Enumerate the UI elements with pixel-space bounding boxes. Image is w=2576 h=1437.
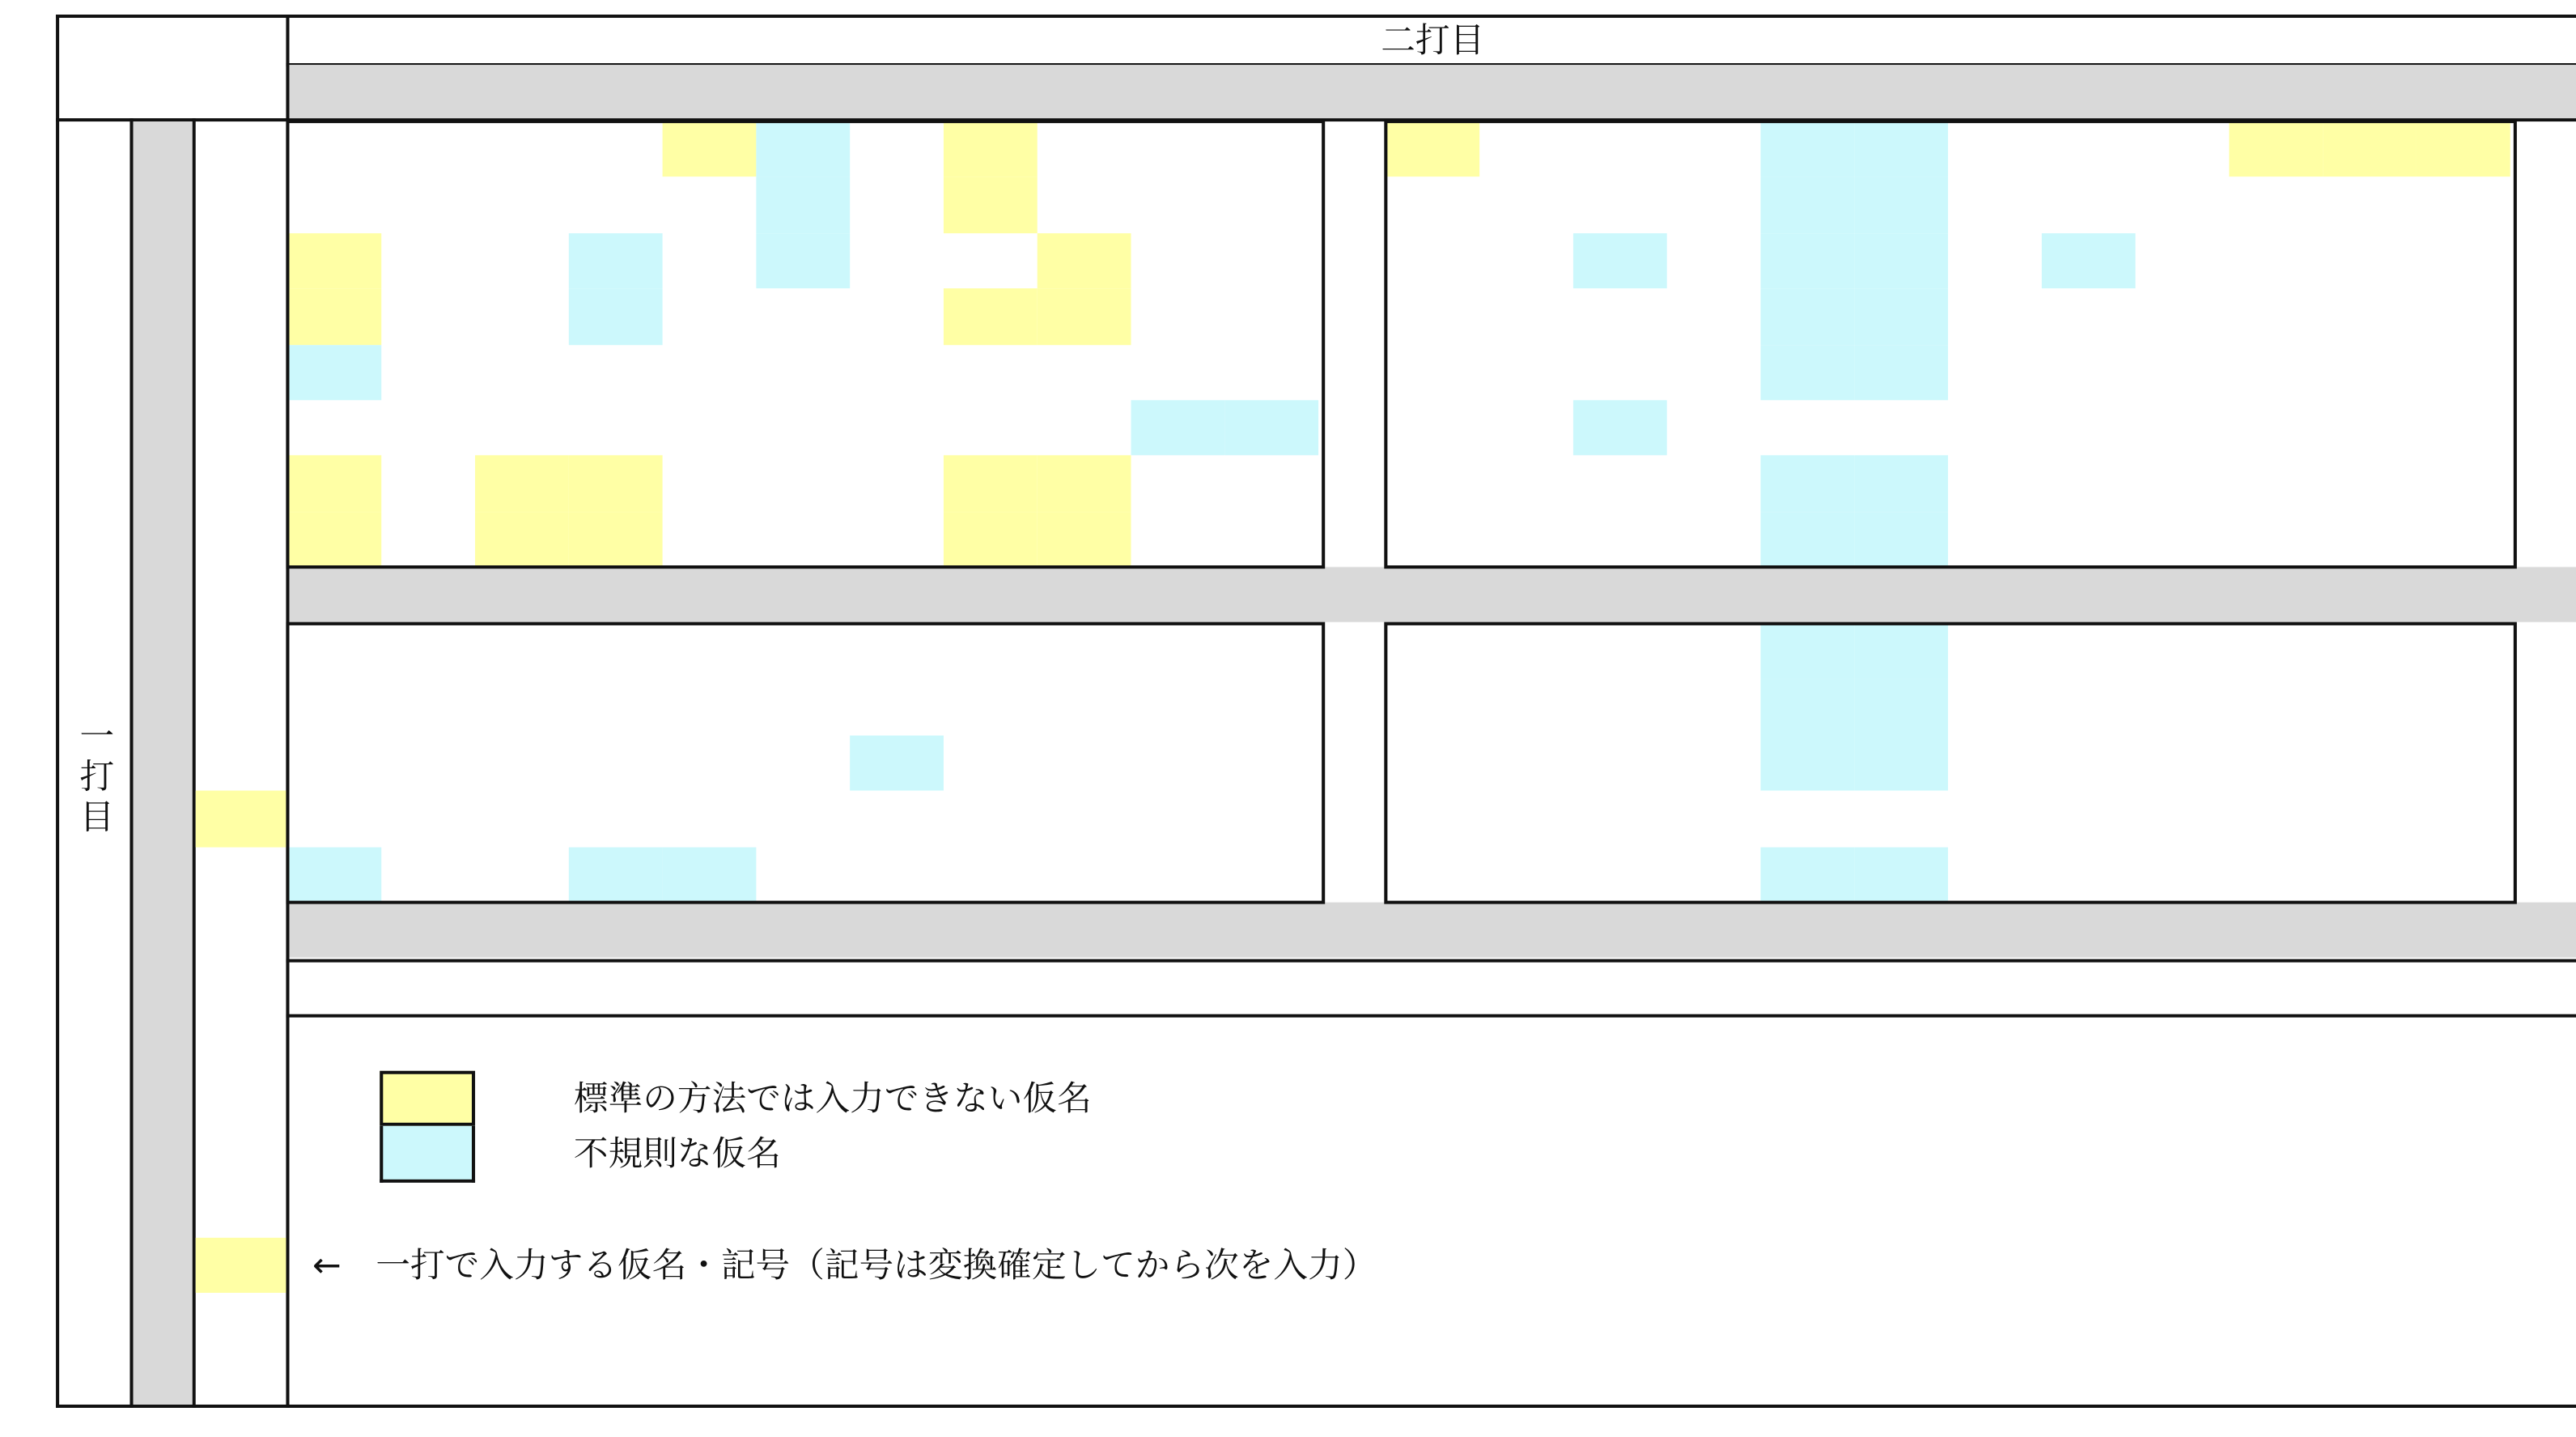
row-symbol xyxy=(196,847,286,903)
col-key-f xyxy=(756,567,850,622)
col-key-right-11 xyxy=(2417,65,2510,120)
col-key-a xyxy=(475,65,569,120)
col-key-w xyxy=(287,567,381,622)
col-key-e xyxy=(381,567,475,622)
row-key-right xyxy=(2512,512,2576,568)
single-kana xyxy=(196,1182,286,1238)
block-s1-right xyxy=(1384,120,2517,568)
col-key-right-11 xyxy=(2417,903,2510,958)
row-key-l xyxy=(134,735,193,791)
col-key-w xyxy=(287,903,381,958)
single-key xyxy=(134,1294,193,1350)
col-key-e xyxy=(381,65,475,120)
col-key-w xyxy=(287,65,381,120)
arrow-symbol xyxy=(1854,961,1948,1014)
col-key-f xyxy=(756,65,850,120)
col-key-x xyxy=(1038,65,1131,120)
border-arrows-bottom xyxy=(286,1014,2576,1018)
row-key-d xyxy=(134,233,193,289)
col-key-s xyxy=(569,903,663,958)
col-key-right-2 xyxy=(1573,903,1667,958)
arrow-symbol xyxy=(1573,961,1667,1014)
col-key-right-3 xyxy=(1667,65,1761,120)
row-key-right xyxy=(2512,344,2576,400)
single-kana xyxy=(196,1238,286,1294)
row-key-right xyxy=(2512,233,2576,289)
arrow-symbol xyxy=(1948,961,2042,1014)
row-key-n xyxy=(134,791,193,847)
col-key-right-6 xyxy=(1948,903,2042,958)
col-key-right-0 xyxy=(1386,567,1479,622)
row-symbol xyxy=(196,512,286,568)
col-key-right-1 xyxy=(1479,903,1573,958)
single-key xyxy=(134,1126,193,1182)
col-key-v xyxy=(1224,65,1318,120)
col-key-d xyxy=(663,65,757,120)
row-key-m xyxy=(134,847,193,903)
col-key-right-4 xyxy=(1760,903,1854,958)
col-key-right-4 xyxy=(1760,65,1854,120)
col-key-c xyxy=(1131,567,1225,622)
row-key-x xyxy=(134,400,193,456)
col-key-c xyxy=(1131,903,1225,958)
col-key-right-5 xyxy=(1854,65,1948,120)
col-key-right-9 xyxy=(2229,903,2323,958)
single-key xyxy=(134,1238,193,1294)
col-key-e xyxy=(381,903,475,958)
row-key-right xyxy=(2512,177,2576,233)
row-symbol xyxy=(196,456,286,512)
row-key-right xyxy=(2512,679,2576,735)
col-key-right-0 xyxy=(1386,65,1479,120)
row-key-right xyxy=(2512,400,2576,456)
legend-blue-swatch xyxy=(380,1126,475,1183)
col-key-d xyxy=(663,567,757,622)
row-symbol xyxy=(196,623,286,679)
row-symbol xyxy=(196,735,286,791)
block-s2-right xyxy=(1384,622,2517,903)
row-key-k xyxy=(134,679,193,735)
col-key-f xyxy=(756,903,850,958)
col-key-right-1 xyxy=(1479,567,1573,622)
col-key-c xyxy=(1131,65,1225,120)
col-key-right-8 xyxy=(2136,65,2230,120)
row-symbol xyxy=(196,233,286,289)
single-key xyxy=(134,959,193,1015)
single-kana xyxy=(196,1070,286,1126)
col-key-right-5 xyxy=(1854,567,1948,622)
arrow-symbol xyxy=(1760,961,1854,1014)
row-key-g xyxy=(134,344,193,400)
legend-yellow-swatch xyxy=(380,1071,475,1126)
single-key xyxy=(134,1350,193,1405)
col-key-right-11 xyxy=(2417,567,2510,622)
single-kana xyxy=(196,1350,286,1405)
row-symbol xyxy=(196,177,286,233)
col-key-right-8 xyxy=(2136,903,2230,958)
row-symbol xyxy=(196,121,286,177)
single-kana xyxy=(196,1126,286,1182)
row-symbol xyxy=(196,344,286,400)
single-kana xyxy=(196,1294,286,1350)
block-s1-left xyxy=(286,120,1325,568)
col-key-right-6 xyxy=(1948,567,2042,622)
arrow-symbol xyxy=(2229,961,2323,1014)
border-outer-bottom xyxy=(56,1405,2576,1408)
row-key-right xyxy=(2512,735,2576,791)
col-key-right-7 xyxy=(2042,903,2136,958)
row-symbol xyxy=(196,400,286,456)
col-key-right-10 xyxy=(2323,567,2417,622)
block-s2-left xyxy=(286,622,1325,903)
col-key-right-4 xyxy=(1760,567,1854,622)
col-key-v xyxy=(1224,903,1318,958)
col-key-z xyxy=(944,567,1038,622)
side-title: 一打目 xyxy=(75,716,116,839)
single-key xyxy=(134,1070,193,1126)
row-key-right xyxy=(2512,847,2576,903)
legend-note: ← 一打で入力する仮名・記号（記号は変換確定してから次を入力） xyxy=(312,1245,1377,1285)
col-key-right-10 xyxy=(2323,65,2417,120)
row-key-right xyxy=(2512,121,2576,177)
col-key-right-2 xyxy=(1573,567,1667,622)
arrow-symbol xyxy=(2042,961,2136,1014)
single-kana xyxy=(196,1014,286,1070)
row-key-right xyxy=(2512,623,2576,679)
col-key-s xyxy=(569,65,663,120)
col-key-right-8 xyxy=(2136,567,2230,622)
col-key-a xyxy=(475,903,569,958)
col-key-d xyxy=(663,903,757,958)
col-key-right-9 xyxy=(2229,567,2323,622)
col-key-g xyxy=(850,903,944,958)
arrow-symbol xyxy=(1667,961,1761,1014)
col-key-right-1 xyxy=(1479,65,1573,120)
row-key-v xyxy=(134,512,193,568)
col-key-right-7 xyxy=(2042,567,2136,622)
row-key-right xyxy=(2512,456,2576,512)
col-key-g xyxy=(850,567,944,622)
row-symbol xyxy=(196,679,286,735)
row-key-right xyxy=(2512,791,2576,847)
col-key-right-0 xyxy=(1386,903,1479,958)
row-key-right xyxy=(2512,289,2576,345)
row-symbol xyxy=(196,791,286,847)
col-key-s xyxy=(569,567,663,622)
row-key-s xyxy=(134,177,193,233)
col-key-right-10 xyxy=(2323,903,2417,958)
legend-yellow-label: 標準の方法では入力できない仮名 xyxy=(573,1078,1092,1118)
arrow-symbol xyxy=(2136,961,2230,1014)
header-title: 二打目 xyxy=(1381,20,1485,60)
col-key-x xyxy=(1038,903,1131,958)
row-key-h xyxy=(134,623,193,679)
col-key-v xyxy=(1224,567,1318,622)
col-key-x xyxy=(1038,567,1131,622)
col-key-right-3 xyxy=(1667,903,1761,958)
col-key-right-3 xyxy=(1667,567,1761,622)
col-key-g xyxy=(850,65,944,120)
col-key-right-7 xyxy=(2042,65,2136,120)
col-key-right-5 xyxy=(1854,903,1948,958)
col-key-a xyxy=(475,567,569,622)
col-key-z xyxy=(944,65,1038,120)
single-kana xyxy=(196,959,286,1015)
single-key xyxy=(134,1014,193,1070)
legend-blue-label: 不規則な仮名 xyxy=(573,1133,781,1173)
row-key-f xyxy=(134,289,193,345)
row-symbol xyxy=(196,289,286,345)
col-key-right-6 xyxy=(1948,65,2042,120)
col-key-z xyxy=(944,903,1038,958)
row-key-w xyxy=(134,121,193,177)
row-key-c xyxy=(134,456,193,512)
single-key xyxy=(134,1182,193,1238)
col-key-right-9 xyxy=(2229,65,2323,120)
col-key-right-2 xyxy=(1573,65,1667,120)
